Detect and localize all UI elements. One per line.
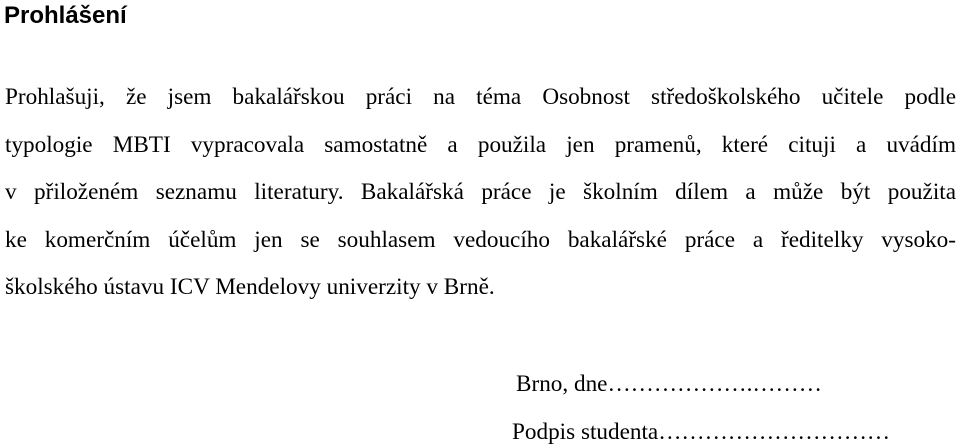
paragraph-line-5: školského ústavu ICV Mendelovy univerzity v Brně. — [5, 274, 495, 300]
place-date-line: Brno, dne……………….……… — [516, 371, 822, 397]
student-signature-line: Podpis studenta………………………… — [512, 419, 891, 445]
paragraph-line-3: v přiloženém seznamu literatury. Bakalářská práce je školním dílem a může být použita — [5, 179, 956, 205]
paragraph-line-2: typologie MBTI vypracovala samostatně a použila jen pramenů, které cituji a uvádím — [5, 132, 956, 158]
paragraph-line-1: Prohlašuji, že jsem bakalářskou práci na téma Osobnost středoškolského učitele podle — [5, 84, 956, 110]
paragraph-line-4: ke komerčním účelům jen se souhlasem vedoucího bakalářské práce a ředitelky vysoko- — [5, 227, 956, 253]
page-title: Prohlášení — [4, 2, 127, 29]
